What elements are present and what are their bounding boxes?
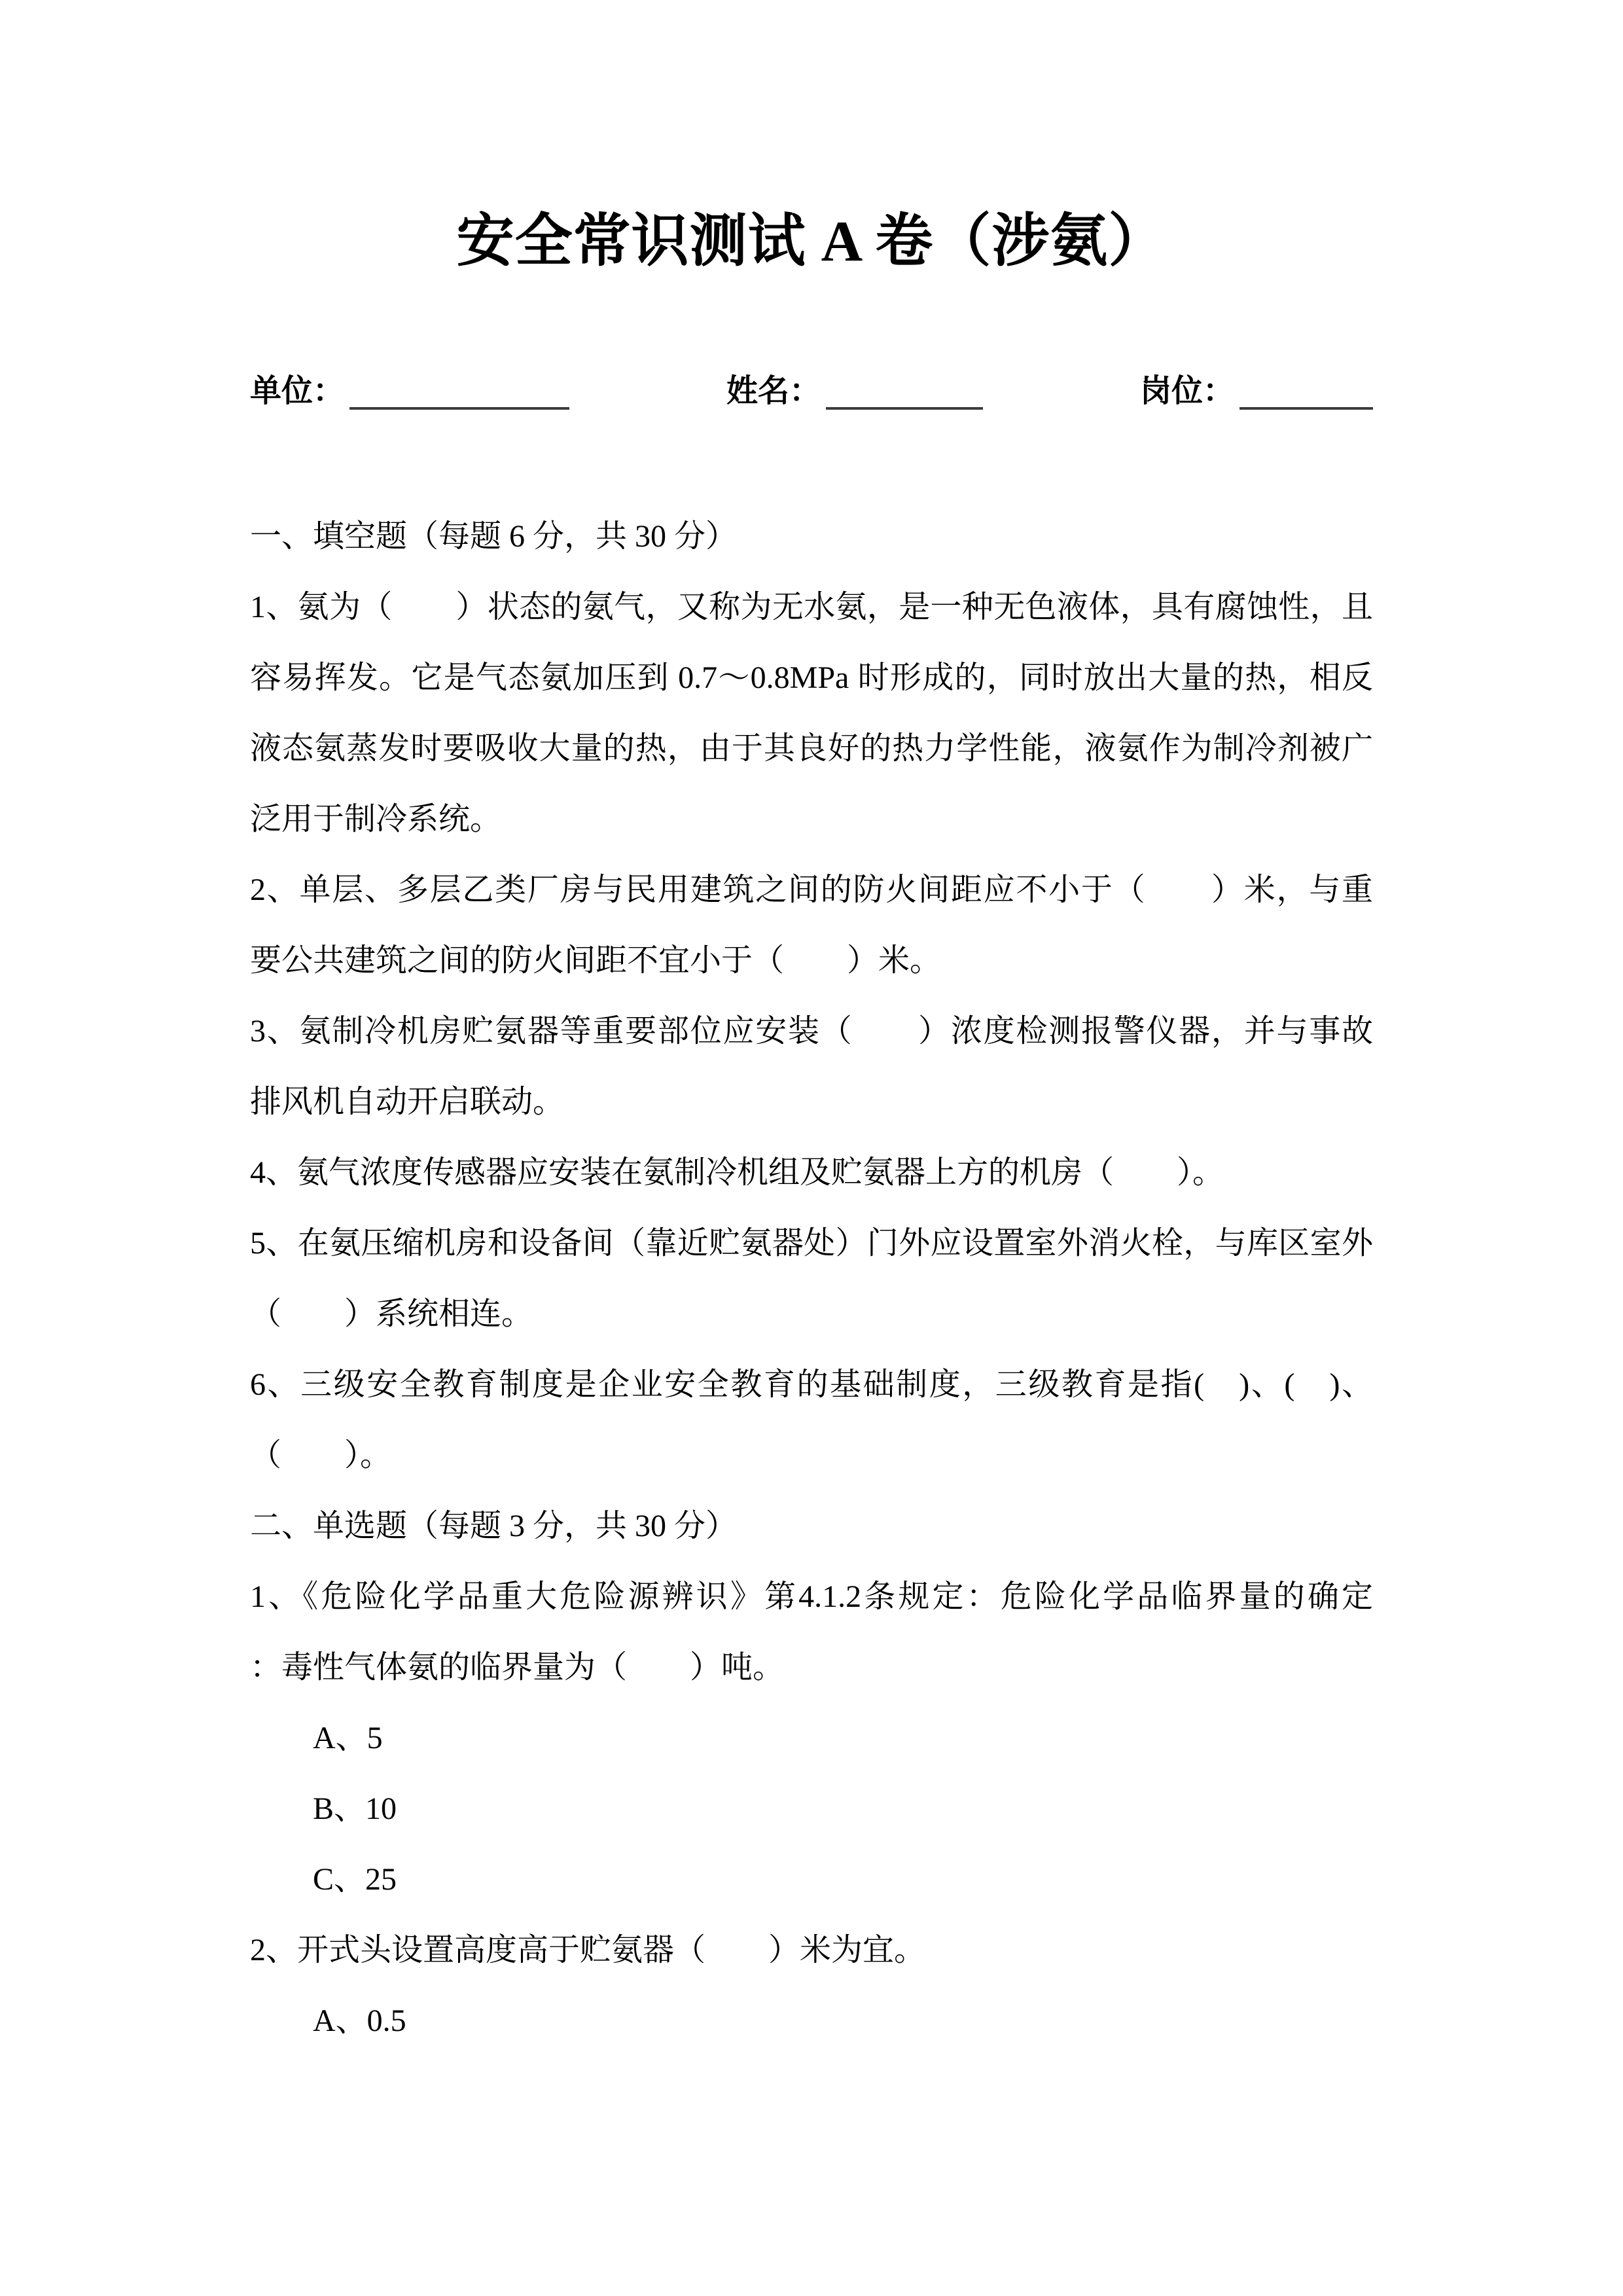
s1q1-line3: 液态氨蒸发时要吸收大量的热，由于其良好的热力学性能，液氨作为制冷剂被广 (250, 731, 1373, 766)
s1q2-line1: 2、单层、多层乙类厂房与民用建筑之间的防火间距应不小于（ ）米，与重 (250, 872, 1373, 907)
s1q6-line1: 6、三级安全教育制度是企业安全教育的基础制度，三级教育是指( )、( )、 (250, 1367, 1373, 1402)
name-field (726, 370, 983, 412)
section2-header: 二、单选题（每题 3 分，共 30 分） (250, 1509, 738, 1543)
post-label: 岗位： (1139, 374, 1234, 408)
s1q1-line1: 1、氨为（ ）状态的氨气，又称为无水氨，是一种无色液体，具有腐蚀性，且 (250, 590, 1373, 624)
exam-body (250, 501, 1373, 2056)
s1q3-line1: 3、氨制冷机房贮氨器等重要部位应安装（ ）浓度检测报警仪器，并与事故 (250, 1014, 1373, 1049)
s1q3-line2: 排风机自动开启联动。 (250, 1085, 565, 1119)
s1q6-line2: （ ）。 (250, 1438, 392, 1473)
s1q5-line1: 5、在氨压缩机房和设备间（靠近贮氨器处）门外应设置室外消火栓，与库区室外 (250, 1226, 1373, 1261)
s2q2-line1: 2、开式头设置高度高于贮氨器（ ）米为宜。 (250, 1933, 926, 1967)
unit-field (250, 370, 569, 412)
post-blank-line (1240, 372, 1373, 410)
page-title: 安全常识测试 A 卷（涉氨） (456, 210, 1167, 274)
unit-blank-line (349, 372, 569, 410)
s1q1-line2: 容易挥发。它是气态氨加压到 0.7～0.8MPa 时形成的，同时放出大量的热，相反 (250, 660, 1373, 695)
post-field (1140, 370, 1373, 412)
unit-label: 单位： (250, 374, 345, 408)
s2q2-option-a: A、0.5 (313, 2003, 406, 2038)
s2q1-line1: 1、《危险化学品重大危险源辨识》第4.1.2条规定：危险化学品临界量的确定 (250, 1579, 1373, 1614)
name-blank-line (826, 372, 983, 410)
s1q1-line4: 泛用于制冷系统。 (250, 802, 502, 836)
identity-fields-row (250, 370, 1373, 412)
s2q1-option-c: C、25 (313, 1862, 397, 1897)
s1q2-line2: 要公共建筑之间的防火间距不宜小于（ ）米。 (250, 943, 942, 978)
s2q1-option-a: A、5 (313, 1721, 383, 1755)
name-label: 姓名： (726, 374, 821, 408)
s1q4-line1: 4、氨气浓度传感器应安装在氨制冷机组及贮氨器上方的机房（ ）。 (250, 1155, 1224, 1190)
s2q1-line2: ：毒性气体氨的临界量为（ ）吨。 (250, 1650, 785, 1685)
section1-header: 一、填空题（每题 6 分，共 30 分） (250, 519, 738, 554)
s1q5-line2: （ ）系统相连。 (250, 1297, 533, 1331)
s2q1-option-b: B、10 (313, 1791, 397, 1826)
